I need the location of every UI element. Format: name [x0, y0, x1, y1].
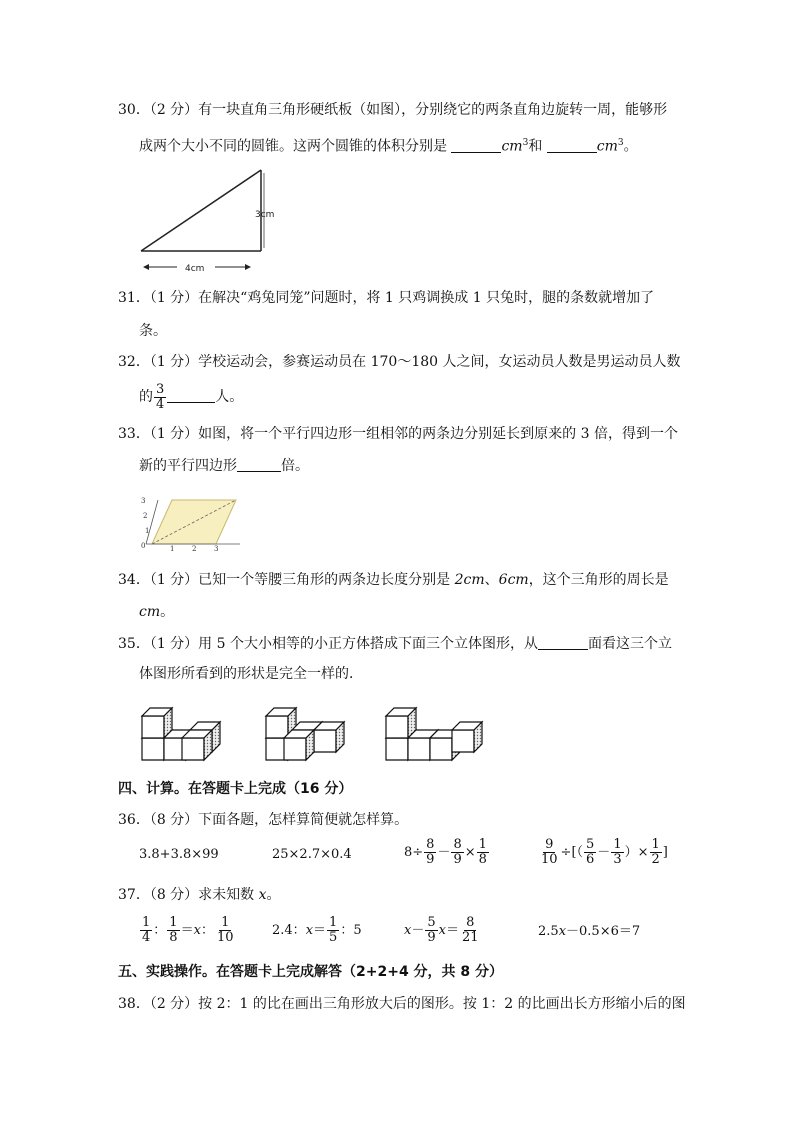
q33-line1: 33．（1 分）如图，将一个平行四边形一组相邻的两条边分别延长到原来的 3 倍，得到一个: [118, 426, 678, 442]
q31-line1: 31．（1 分）在解决“鸡兔同笼”问题时，将 1 只鸡调换成 1 只兔时，腿的条数就增加了: [118, 290, 655, 306]
q38-line1: 38．（2 分）按 2：1 的比在画出三角形放大后的图形。按 1：2 的比画出长方形缩小后的图: [118, 996, 686, 1012]
q35-line1: 35．（1 分）用 5 个大小相等的小正方体搭成下面三个立体图形，从 面看这三个立: [118, 636, 672, 652]
cube-figure-2: [266, 708, 344, 760]
q36-expr-4: $\frac{9}{10}$ ÷[（ $\frac{5}{6}$ － $\frac{1}{3}$ ）× $\frac{1}{2}$ ]: [541, 837, 668, 867]
svg-text:3: 3: [214, 545, 219, 552]
fraction-three-quarters: $\frac{3}{4}$: [156, 381, 165, 412]
q37-line1: 37．（8 分）求未知数 x。: [118, 887, 281, 903]
q33-blank[interactable]: [237, 457, 281, 472]
q37-expr-3: x－ $\frac{5}{9}$ x＝ $\frac{8}{21}$: [404, 915, 479, 945]
svg-text:1: 1: [145, 527, 150, 535]
q37-expr-1: $\frac{1}{4}$ ： $\frac{1}{8}$ ＝x： $\frac{1}{10}$: [142, 915, 234, 945]
svg-text:3: 3: [141, 497, 146, 505]
q34-line2: cm。: [139, 604, 175, 620]
q30-blank-1[interactable]: [451, 138, 501, 153]
svg-text:2: 2: [192, 545, 197, 552]
q33-line2: 新的平行四边形 倍。: [139, 458, 309, 474]
q30-line1: 30．（2 分）有一块直角三角形硬纸板（如图），分别绕它的两条直角边旋转一周，能够形: [118, 102, 668, 118]
section-5-title: 五、实践操作。在答题卡上完成解答（2+2+4 分，共 8 分）: [118, 964, 504, 980]
q32-line2: 的 $\frac{3}{4}$ 人。: [139, 381, 244, 412]
q30-line2: 成两个大小不同的圆锥。这两个圆锥的体积分别是 $cm^3$和 $cm^3$。: [139, 138, 638, 155]
cube-figures: [140, 692, 485, 768]
cube-figure-1: [142, 708, 220, 760]
svg-text:0: 0: [141, 542, 146, 550]
q36-expr-2: 25×2.7×0.4: [272, 847, 352, 862]
q31-line2: 条。: [139, 323, 167, 339]
height-label: 3cm: [255, 210, 275, 220]
parallelogram-figure: [140, 494, 244, 552]
q36-expr-3: 8÷ $\frac{8}{9}$ － $\frac{8}{9}$ × $\frac{1}{8}$: [404, 837, 487, 867]
q37-expr-4: 2.5x－0.5×6＝7: [538, 924, 641, 939]
svg-text:2: 2: [143, 512, 148, 520]
cube-figure-3: [386, 708, 482, 760]
section-4-title: 四、计算。在答题卡上完成（16 分）: [118, 781, 353, 797]
q32-blank[interactable]: [167, 388, 215, 403]
q35-blank[interactable]: [538, 635, 588, 650]
base-label: 4cm: [185, 264, 205, 274]
q32-line1: 32．（1 分）学校运动会，参赛运动员在 170～180 人之间，女运动员人数是男运动员人数: [118, 354, 681, 370]
svg-text:1: 1: [170, 545, 175, 552]
q37-expr-2: 2.4：x＝ $\frac{1}{5}$ ：5: [272, 915, 362, 945]
q30-blank-2[interactable]: [547, 138, 597, 153]
q36-expr-1: 3.8+3.8×99: [139, 847, 219, 862]
q35-line2: 体图形所看到的形状是完全一样的．: [139, 666, 363, 682]
q34-line1: 34．（1 分）已知一个等腰三角形的两条边长度分别是 2cm、6cm，这个三角形的周长是: [118, 572, 669, 588]
q36-line1: 36．（8 分）下面各题，怎样算简便就怎样算。: [118, 812, 409, 828]
right-triangle-figure: [137, 165, 277, 277]
